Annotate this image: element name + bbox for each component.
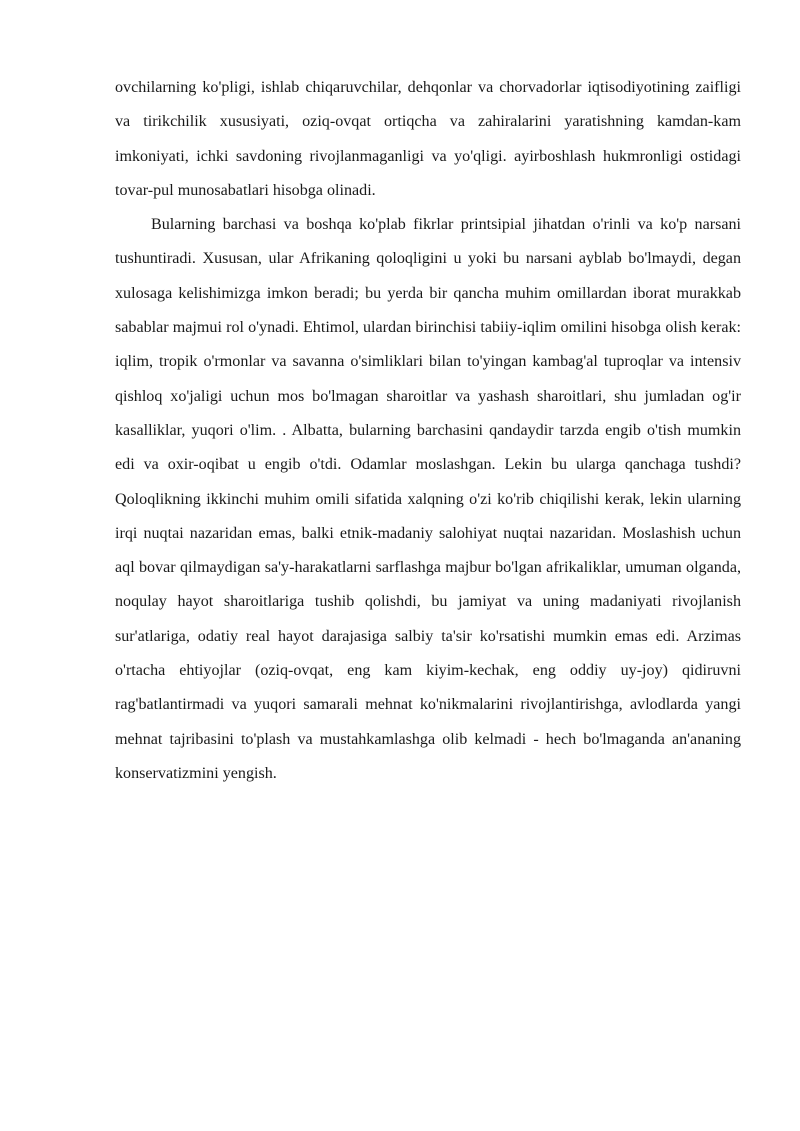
document-page (115, 71, 741, 791)
paragraph-continuation: ovchilarning ko'pligi, ishlab chiqaruvchilar, dehqonlar va chorvadorlar iqtisodiyotining zaifligi va tirikchilik xususiyati, oziq-ovqat ortiqcha va zahiralarini yaratishning kamdan-kam imkoniyati, ichki savdoning rivojlanmaganligi va yo'qligi. ayirboshlash hukmronligi ostidagi tovar-pul munosabatlari hisobga olinadi. (115, 79, 741, 199)
paragraph-main: Bularning barchasi va boshqa ko'plab fikrlar printsipial jihatdan o'rinli va ko'p narsani tushuntiradi. Xususan, ular Afrikaning qoloqligini u yoki bu narsani ayblab bo'lmaydi, degan xulosaga kelishimizga imkon beradi; bu yerda bir qancha muhim omillardan iborat murakkab sabablar majmui rol o'ynadi. Ehtimol, ulardan birinchisi tabiiy-iqlim omilini hisobga olish kerak: iqlim, tropik o'rmonlar va savanna o'simliklari bilan to'yingan kambag'al tuproqlar va intensiv qishloq xo'jaligi uchun mos bo'lmagan sharoitlar va yashash sharoitlari, shu jumladan og'ir kasalliklar, yuqori o'lim. . Albatta, bularning barchasini qandaydir tarzda engib o'tish mumkin edi va oxir-oqibat u engib o'tdi. Odamlar moslashgan. Lekin bu ularga qanchaga tushdi? Qoloqlikning ikkinchi muhim omili sifatida xalqning o'zi ko'rib chiqilishi kerak, lekin ularning irqi nuqtai nazaridan emas, balki etnik-madaniy salohiyat nuqtai nazaridan. Moslashish uchun aql bovar qilmaydigan sa'y-harakatlarni sarflashga majbur bo'lgan afrikaliklar, umuman olganda, noqulay hayot sharoitlariga tushib qolishdi, bu jamiyat va uning madaniyati rivojlanish sur'atlariga, odatiy real hayot darajasiga salbiy ta'sir ko'rsatishi mumkin emas edi. Arzimas o'rtacha ehtiyojlar (oziq-ovqat, eng kam kiyim-kechak, eng oddiy uy-joy) qidiruvni rag'batlantirmadi va yuqori samarali mehnat ko'nikmalarini rivojlantirishga, avlodlarda yangi mehnat tajribasini to'plash va mustahkamlashga olib kelmadi - hech bo'lmaganda an'ananing konservatizmini yengish. (115, 216, 741, 782)
